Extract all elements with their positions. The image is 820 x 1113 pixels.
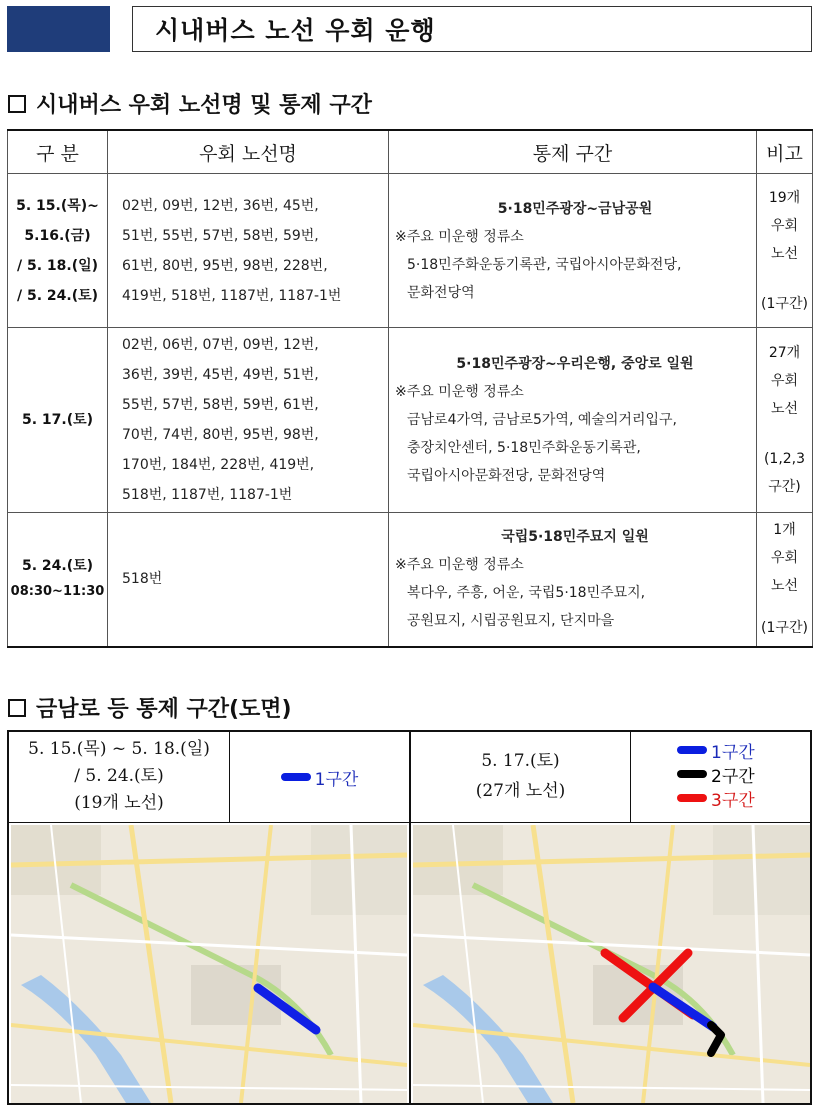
control-stops-line: 금남로4가역, 금남로5가역, 예술의거리입구, — [407, 412, 677, 428]
routes-line: 70번, 74번, 80번, 95번, 98번, — [122, 427, 319, 443]
street-map-graphic — [11, 825, 407, 1103]
checkbox-square-icon — [8, 699, 26, 717]
legend-item-section1 — [677, 738, 810, 762]
period-line: / 5. 18.(일) — [16, 257, 99, 274]
title-accent-block — [7, 6, 110, 52]
label-line: (19개 노선) — [74, 793, 164, 813]
black-line-icon — [677, 770, 707, 778]
left-period-label — [9, 732, 230, 822]
label-line: / 5. 24.(토) — [74, 766, 164, 786]
period-line: / 5. 24.(토) — [16, 287, 99, 304]
routes-line: 419번, 518번, 1187번, 1187-1번 — [122, 287, 342, 304]
divider — [9, 822, 810, 823]
section2-heading — [8, 692, 292, 723]
section1-heading-text: 시내버스 우회 노선명 및 통제 구간 — [36, 93, 372, 118]
period-line: 5. 24.(토) — [21, 558, 94, 575]
section1-heading — [8, 88, 372, 119]
period-cell — [8, 513, 108, 647]
blue-line-icon — [281, 773, 311, 781]
control-section-title: 5·18민주광장~금남공원 — [497, 200, 653, 217]
control-section-title: 국립5·18민주묘지 일원 — [501, 529, 649, 546]
section2-heading-text: 금남로 등 통제 구간(도면) — [36, 697, 292, 722]
control-stops-line: 5·18민주화운동기록관, 국립아시아문화전당, — [407, 256, 682, 273]
remark-line: (1구간) — [761, 620, 808, 637]
table-row — [8, 174, 813, 328]
control-cell — [389, 513, 757, 647]
routes-line: 51번, 55번, 57번, 58번, 59번, — [122, 227, 319, 244]
legend-item-section2 — [677, 762, 810, 786]
remark-line: 우회 — [770, 550, 799, 567]
remark-line: 1개 — [773, 522, 796, 539]
legend-item-section3 — [677, 786, 810, 810]
routes-line: 02번, 06번, 07번, 09번, 12번, — [122, 337, 319, 353]
red-line-icon — [677, 794, 707, 802]
routes-line: 170번, 184번, 228번, 419번, — [122, 457, 315, 473]
remark-line: 19개 — [768, 189, 801, 206]
routes-cell — [108, 513, 389, 647]
column-header: 구 분 — [8, 130, 108, 174]
legend-item-section1 — [281, 765, 359, 789]
control-note: ※주요 미운행 정류소 — [395, 384, 524, 400]
checkbox-square-icon — [8, 95, 26, 113]
remark-cell — [757, 174, 813, 328]
control-stops-line: 국립아시아문화전당, 문화전당역 — [407, 468, 606, 484]
legend-label: 3구간 — [711, 790, 755, 811]
remark-line: 노선 — [770, 401, 799, 417]
routes-line: 518번, 1187번, 1187-1번 — [122, 487, 293, 503]
column-header: 통제 구간 — [389, 130, 757, 174]
period-line: 08:30~11:30 — [10, 584, 105, 600]
routes-line: 61번, 80번, 95번, 98번, 228번, — [122, 257, 328, 274]
period-line: 5. 15.(목)~ — [16, 197, 99, 214]
routes-line: 55번, 57번, 58번, 59번, 61번, — [122, 397, 319, 413]
street-map-graphic — [413, 825, 810, 1103]
remark-line: 노선 — [770, 578, 799, 595]
control-note: ※주요 미운행 정류소 — [395, 557, 524, 574]
routes-line: 02번, 09번, 12번, 36번, 45번, — [122, 197, 319, 214]
control-section-title: 5·18민주광장~우리은행, 중앙로 일원 — [456, 356, 694, 372]
period-line: 5.16.(금) — [24, 227, 91, 244]
remark-line: 구간) — [768, 479, 801, 495]
remark-line: 27개 — [768, 345, 801, 361]
control-note: ※주요 미운행 정류소 — [395, 228, 524, 245]
legend-label: 1구간 — [711, 742, 755, 763]
remark-line: 우회 — [770, 217, 799, 234]
control-cell — [389, 328, 757, 513]
table-header-row — [8, 130, 813, 174]
period-cell — [8, 328, 108, 513]
map-comparison — [7, 730, 812, 1105]
control-stops-line: 충장치안센터, 5·18민주화운동기록관, — [407, 440, 641, 456]
left-legend — [230, 732, 409, 822]
table-row — [8, 513, 813, 647]
right-legend — [631, 732, 810, 822]
column-header: 우회 노선명 — [108, 130, 389, 174]
label-line: 5. 15.(목) ~ 5. 18.(일) — [28, 739, 210, 759]
period-cell — [8, 174, 108, 328]
legend-label: 1구간 — [314, 769, 359, 790]
legend-label: 2구간 — [711, 766, 755, 787]
routes-cell — [108, 174, 389, 328]
label-line: 5. 17.(토) — [481, 751, 560, 771]
remark-cell — [757, 513, 813, 647]
detour-table — [7, 129, 813, 648]
control-cell — [389, 174, 757, 328]
period-line: 5. 17.(토) — [21, 412, 94, 428]
control-stops-line: 공원묘지, 시립공원묘지, 단지마을 — [407, 613, 615, 630]
left-map-image — [11, 825, 407, 1103]
remark-cell — [757, 328, 813, 513]
control-stops-line: 복다우, 주흥, 어운, 국립5·18민주묘지, — [407, 585, 646, 602]
routes-line: 518번 — [122, 571, 163, 588]
label-line: (27개 노선) — [475, 781, 566, 801]
right-period-label — [411, 732, 631, 822]
routes-line: 36번, 39번, 45번, 49번, 51번, — [122, 367, 319, 383]
remark-line: (1,2,3 — [763, 451, 806, 467]
blue-line-icon — [677, 746, 707, 754]
page-title-text: 시내버스 노선 우회 운행 — [155, 16, 436, 45]
routes-cell — [108, 328, 389, 513]
control-stops-line: 문화전당역 — [407, 284, 475, 301]
table-row — [8, 328, 813, 513]
right-map-image — [413, 825, 810, 1103]
column-header: 비고 — [757, 130, 813, 174]
remark-line: 노선 — [770, 245, 799, 262]
remark-line: (1구간) — [761, 295, 808, 312]
page-title — [132, 6, 812, 52]
remark-line: 우회 — [770, 373, 799, 389]
